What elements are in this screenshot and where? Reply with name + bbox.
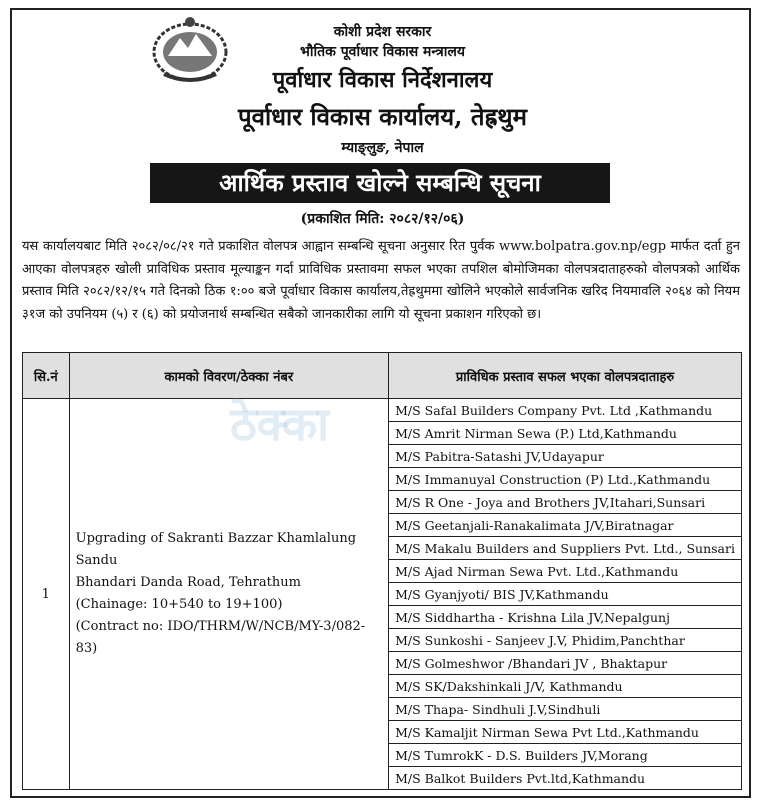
bidder-item: M/S Safal Builders Company Pvt. Ltd ,Kathmandu: [389, 399, 742, 422]
header-successful-bidders: प्राविधिक प्रस्ताव सफल भएका वोलपत्रदाताहरु: [389, 353, 742, 399]
header-work-description: कामको विवरण/ठेक्का नंबर: [69, 353, 388, 399]
table-header-row: [23, 353, 742, 399]
bidder-item: M/S Golmeshwor /Bhandari JV , Bhaktapur: [389, 652, 742, 675]
bidder-item: M/S Siddhartha - Krishna Lila JV,Nepalgunj: [389, 606, 742, 629]
header-serial: सि.नं: [23, 353, 70, 399]
work-description: [69, 399, 388, 790]
bidder-item: M/S Balkot Builders Pvt.ltd,Kathmandu: [389, 767, 742, 790]
office-name: पूर्वाधार विकास कार्यालय, तेह्रथुम: [238, 102, 527, 131]
directorate-name: पूर्वाधार विकास निर्देशनालय: [272, 67, 493, 93]
bidder-item: M/S SK/Dakshinkali J/V, Kathmandu: [389, 675, 742, 698]
bidders-table: [22, 352, 742, 790]
bidder-item: M/S Immanuyal Construction (P) Ltd.,Kathmandu: [389, 468, 742, 491]
work-line: Upgrading of Sakranti Bazzar Khamlalung Sandu: [75, 531, 357, 568]
bidder-item: M/S Gyanjyoti/ BIS JV,Kathmandu: [389, 583, 742, 606]
work-line: (Chainage: 10+540 to 19+100): [75, 597, 283, 612]
watermark-logo: ठेक्का: [230, 397, 330, 451]
bidder-item: M/S Makalu Builders and Suppliers Pvt. Ltd., Sunsari: [389, 537, 742, 560]
ministry-name: भौतिक पूर्वाधार विकास मन्त्रालय: [300, 44, 465, 60]
province-government: कोशी प्रदेश सरकार: [333, 24, 432, 40]
bidder-item: M/S Ajad Nirman Sewa Pvt. Ltd.,Kathmandu: [389, 560, 742, 583]
published-date: (प्रकाशित मिति: २०८२/१२/०६): [300, 211, 465, 227]
bidder-item: M/S R One - Joya and Brothers JV,Itahari,Sunsari: [389, 491, 742, 514]
work-line: (Contract no: IDO/THRM/W/NCB/MY-3/082-83): [75, 619, 366, 656]
notice-body: यस कार्यालयबाट मिति २०८२/०८/२१ गते प्रकाशित वोलपत्र आह्वान सम्बन्धि सूचना अनुसार रित पुर्वक www.bolpatra.gov.np/egp मार्फत दर्ता हुन आएका वोलपत्रहरु खोली प्राविधिक प्रस्ताव मूल्याङ्कन गर्दा प्राविधिक प्रस्तावमा सफल भएका तपशिल बोमोजिमका वोलपत्रदाताहरुको वोलपत्रको आर्थिक प्रस्ताव मिति २०८२/१२/१५ गते दिनको ठिक १:०० बजे पूर्वाधार विकास कार्यालय,तेह्रथुममा खोलिने भएकोले सार्वजनिक खरिद नियमावलि २०६४ को नियम ३१ज को उपनियम (५) र (६) को प्रयोजनार्थ सम्बन्धित सबैको जानकारीका लागि यो सूचना प्रकाशन गरिएको छ।: [22, 239, 740, 322]
notice-title: आर्थिक प्रस्ताव खोल्ने सम्बन्धि सूचना: [150, 163, 610, 203]
bidder-item: M/S TumrokK - D.S. Builders JV,Morang: [389, 744, 742, 767]
table-row: [23, 399, 742, 422]
office-address: म्याङ्लुङ, नेपाल: [341, 140, 424, 156]
bidder-item: M/S Thapa- Sindhuli J.V,Sindhuli: [389, 698, 742, 721]
bidder-item: M/S Geetanjali-Ranakalimata J/V,Biratnagar: [389, 514, 742, 537]
work-line: Bhandari Danda Road, Tehrathum: [75, 575, 301, 590]
bidder-item: M/S Sunkoshi - Sanjeev J.V, Phidim,Panchthar: [389, 629, 742, 652]
bidder-item: M/S Pabitra-Satashi JV,Udayapur: [389, 445, 742, 468]
bidder-item: M/S Kamaljit Nirman Sewa Pvt Ltd.,Kathmandu: [389, 721, 742, 744]
bidder-item: M/S Amrit Nirman Sewa (P.) Ltd,Kathmandu: [389, 422, 742, 445]
serial-number: 1: [23, 399, 70, 790]
